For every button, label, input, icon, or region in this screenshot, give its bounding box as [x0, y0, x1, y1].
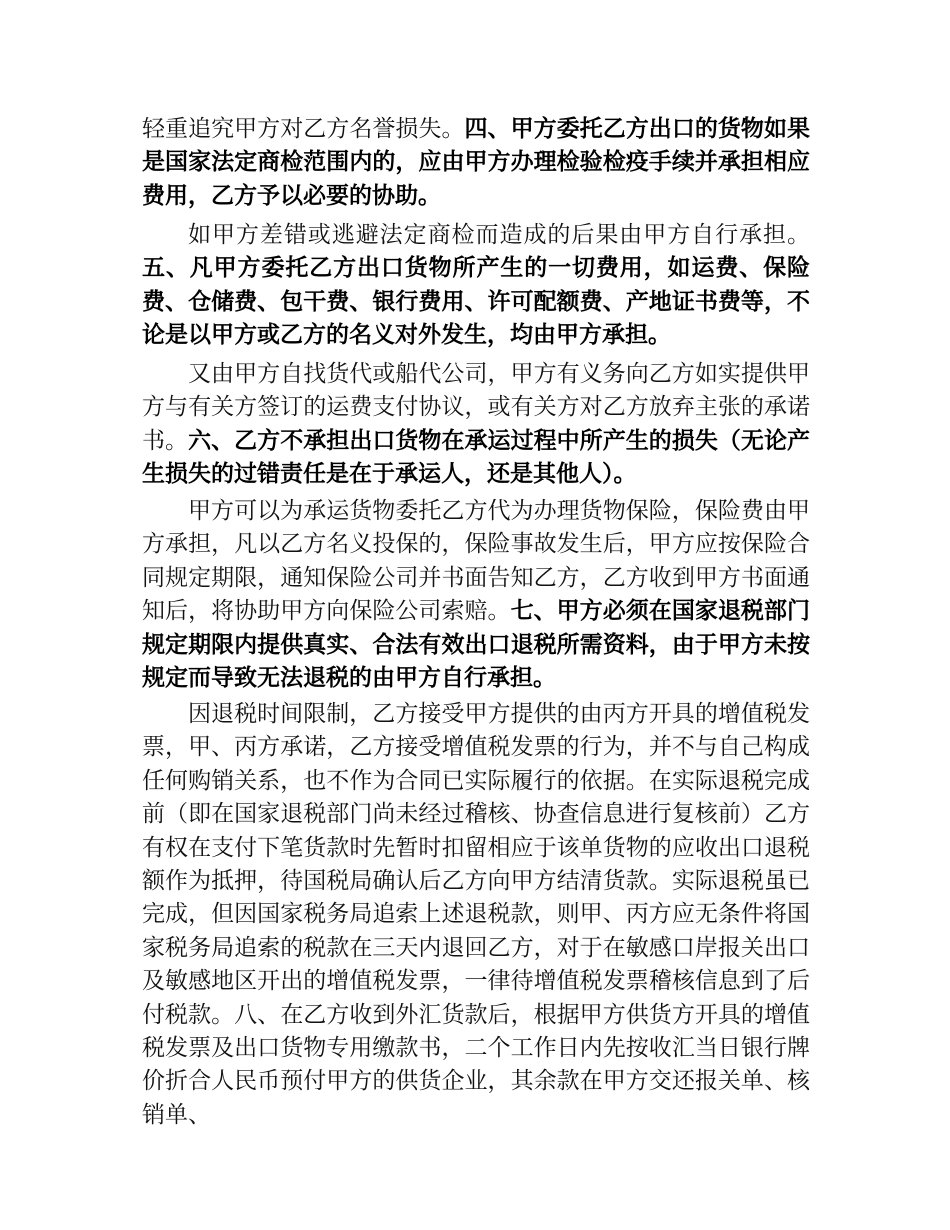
- clause-4-bold: 四、甲方委托乙方出口的货物如果是国家法定商检范围内的，应由甲方办理检验检疫手续并承担相应费用，乙方予以必要的协助。: [142, 116, 811, 209]
- paragraph-1-text: 轻重追究甲方对乙方名誉损失。: [142, 116, 465, 142]
- paragraph-2-text: 如甲方差错或逃避法定商检而造成的后果由甲方自行承担。: [188, 222, 810, 248]
- paragraph-3-text: 又由甲方自找货代或船代公司，甲方有义务向乙方如实提供甲方与有关方签订的运费支付协议，或有关方对乙方放弃主张的承诺书。: [142, 361, 810, 454]
- paragraph-5-text: 因退税时间限制，乙方接受甲方提供的由丙方开具的增值税发票，甲、丙方承诺，乙方接受增值税发票的行为，并不与自己构成任何购销关系，也不作为合同已实际履行的依据。在实际退税完成前（即在国家退税部门尚未经过稽核、协查信息进行复核前）乙方有权在支付下笔货款时先暂时扣留相应于该单货物的应收出口退税额作为抵押，待国税局确认后乙方向甲方结清货款。实际退税虽已完成，但因国家税务局追索上述退税款，则甲、丙方应无条件将国家税务局追索的税款在三天内退回乙方，对于在敏感口岸报关出口及敏感地区开出的增值税发票，一律待增值税发票稽核信息到了后付税款。八、在乙方收到外汇货款后，根据甲方供货方开具的增值税发票及出口货物专用缴款书，二个工作日内先按收汇当日银行牌价折合人民币预付甲方的供货企业，其余款在甲方交还报关单、核销单、: [142, 701, 810, 1128]
- paragraph-4: [142, 495, 810, 695]
- paragraph-3: [142, 358, 810, 492]
- paragraph-2: [142, 219, 810, 353]
- clause-5-bold: 五、凡甲方委托乙方出口货物所产生的一切费用，如运费、保险费、仓储费、包干费、银行费用、许可配额费、产地证书费等，不论是以甲方或乙方的名义对外发生，均由甲方承担。: [142, 255, 810, 349]
- clause-6-bold: 六、乙方不承担出口货物在承运过程中所产生的损失（无论产生损失的过错责任是在于承运人，还是其他人）。: [142, 427, 811, 488]
- paragraph-5: [142, 698, 810, 1132]
- paragraph-4-text: 甲方可以为承运货物委托乙方代为办理货物保险，保险费由甲方承担，凡以乙方名义投保的，保险事故发生后，甲方应按保险合同规定期限，通知保险公司并书面告知乙方，乙方收到甲方书面通知后，将协助甲方向保险公司索赔。: [142, 498, 810, 625]
- paragraph-1: [142, 113, 810, 213]
- clause-7-bold: 七、甲方必须在国家退税部门规定期限内提供真实、合法有效出口退税所需资料，由于甲方未按规定而导致无法退税的由甲方自行承担。: [142, 598, 811, 692]
